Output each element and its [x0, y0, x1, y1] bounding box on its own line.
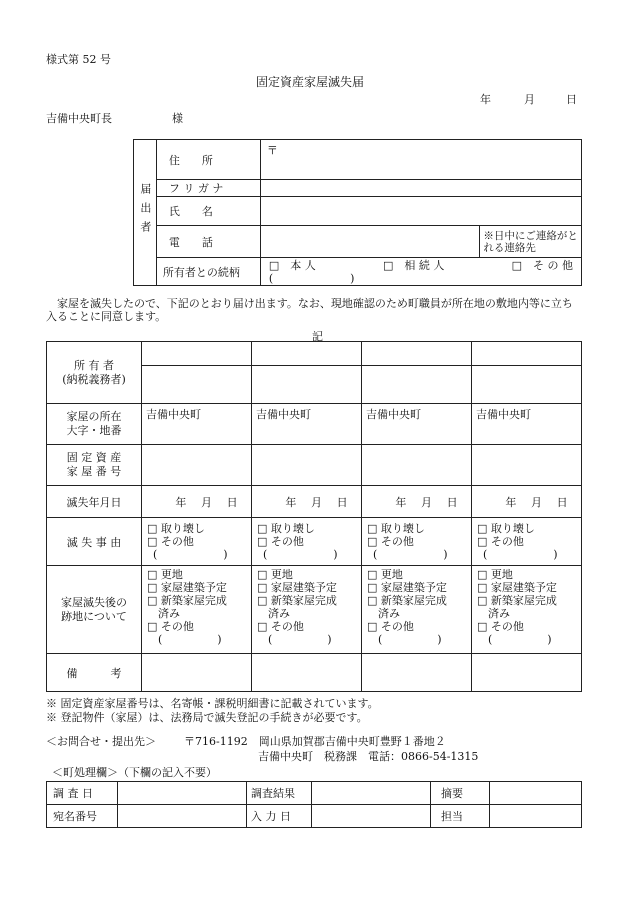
- reason-4[interactable]: □ 取り壊し □ その他 ( ): [472, 518, 582, 566]
- main-table: [46, 341, 582, 692]
- recipient-number-label: 宛名番号: [47, 805, 118, 828]
- summary-label: 摘要: [431, 782, 490, 805]
- owner-name-3[interactable]: [362, 366, 472, 404]
- date-month: 月: [524, 93, 535, 106]
- reason-label: 滅 失 事 由: [47, 518, 142, 566]
- summary-field[interactable]: [490, 782, 582, 805]
- remarks-2[interactable]: [252, 654, 362, 692]
- office-use-label: ＜町処理欄＞（下欄の記入不要）: [52, 766, 217, 779]
- form-number: 様式第 52 号: [46, 53, 111, 66]
- location-label: 家屋の所在 大字・地番: [47, 404, 142, 445]
- owner-furigana-3[interactable]: [362, 342, 472, 366]
- input-date-field[interactable]: [312, 805, 431, 828]
- name-field[interactable]: [260, 197, 581, 226]
- owner-furigana-1[interactable]: [142, 342, 252, 366]
- date-year: 年: [480, 93, 491, 106]
- loss-date-4[interactable]: 年 月 日: [472, 486, 582, 518]
- survey-date-label: 調 査 日: [47, 782, 118, 805]
- reason-3[interactable]: □ 取り壊し □ その他 ( ): [362, 518, 472, 566]
- location-3[interactable]: 吉備中央町: [362, 404, 472, 445]
- declaration-text: 家屋を滅失したので、下記のとおり届け出ます。なお、現地確認のため町職員が所在地の敷地内等に立ち入ることに同意します。: [46, 297, 573, 323]
- addressee-honorific: 様: [172, 112, 183, 125]
- relation-self-checkbox[interactable]: □ 本 人: [268, 258, 316, 272]
- after-use-4[interactable]: □ 更地 □ 家屋建築予定 □ 新築家屋完成 済み □ その他 ( ): [472, 566, 582, 654]
- relation-other-paren: ( ): [268, 271, 355, 285]
- remarks-3[interactable]: [362, 654, 472, 692]
- phone-field[interactable]: [260, 226, 479, 258]
- postal-mark: 〒: [266, 144, 278, 157]
- owner-name-2[interactable]: [252, 366, 362, 404]
- form-title: 固定資産家屋滅失届: [256, 75, 365, 89]
- furigana-field[interactable]: [260, 180, 581, 197]
- owner-furigana-4[interactable]: [472, 342, 582, 366]
- note-1: ※ 固定資産家屋番号は、名寄帳・課税明細書に記載されています。: [46, 697, 379, 710]
- reason-1[interactable]: □ 取り壊し □ その他 ( ): [142, 518, 252, 566]
- relation-label: 所有者との続柄: [156, 258, 260, 286]
- house-number-label: 固 定 資 産 家 屋 番 号: [47, 445, 142, 486]
- after-use-2[interactable]: □ 更地 □ 家屋建築予定 □ 新築家屋完成 済み □ その他 ( ): [252, 566, 362, 654]
- location-1[interactable]: 吉備中央町: [142, 404, 252, 445]
- after-use-3[interactable]: □ 更地 □ 家屋建築予定 □ 新築家屋完成 済み □ その他 ( ): [362, 566, 472, 654]
- relation-other-checkbox[interactable]: □ そ の 他: [511, 258, 573, 272]
- applicant-section: 届出者: [134, 140, 157, 286]
- owner-name-1[interactable]: [142, 366, 252, 404]
- name-label: 氏 名: [156, 197, 260, 226]
- loss-date-label: 滅失年月日: [47, 486, 142, 518]
- relation-options: [260, 258, 581, 286]
- location-4[interactable]: 吉備中央町: [472, 404, 582, 445]
- loss-date-2[interactable]: 年 月 日: [252, 486, 362, 518]
- contact-office: 吉備中央町 税務課 電話：0866-54-1315: [258, 750, 479, 763]
- office-use-table: [46, 781, 582, 828]
- after-use-label: 家屋滅失後の 跡地について: [47, 566, 142, 654]
- loss-date-3[interactable]: 年 月 日: [362, 486, 472, 518]
- input-date-label: 入 力 日: [247, 805, 312, 828]
- date-day: 日: [566, 93, 577, 106]
- house-number-2[interactable]: [252, 445, 362, 486]
- phone-note: ※日中にご連絡がとれる連絡先: [480, 226, 582, 258]
- after-use-1[interactable]: □ 更地 □ 家屋建築予定 □ 新築家屋完成 済み □ その他 ( ): [142, 566, 252, 654]
- person-label: 担当: [431, 805, 490, 828]
- remarks-label: 備 考: [47, 654, 142, 692]
- relation-heir-checkbox[interactable]: □ 相 続 人: [382, 258, 445, 272]
- addressee-name: 吉備中央町長: [46, 112, 112, 125]
- reason-2[interactable]: □ 取り壊し □ その他 ( ): [252, 518, 362, 566]
- house-number-1[interactable]: [142, 445, 252, 486]
- applicant-table: [133, 139, 582, 286]
- address-label: 住 所: [156, 140, 260, 180]
- owner-furigana-2[interactable]: [252, 342, 362, 366]
- contact-address: 〒716-1192 岡山県加賀郡吉備中央町豊野１番地２: [184, 735, 446, 748]
- remarks-4[interactable]: [472, 654, 582, 692]
- loss-date-1[interactable]: 年 月 日: [142, 486, 252, 518]
- person-field[interactable]: [490, 805, 582, 828]
- contact-label: ＜お問合せ・提出先＞: [46, 735, 156, 748]
- ki-mark: 記: [312, 330, 323, 343]
- owner-name-4[interactable]: [472, 366, 582, 404]
- survey-date-field[interactable]: [118, 782, 247, 805]
- house-number-4[interactable]: [472, 445, 582, 486]
- recipient-number-field[interactable]: [118, 805, 247, 828]
- note-2: ※ 登記物件（家屋）は、法務局で滅失登記の手続きが必要です。: [46, 711, 368, 724]
- furigana-label: フ リ ガ ナ: [156, 180, 260, 197]
- address-field[interactable]: [260, 140, 581, 180]
- survey-result-label: 調査結果: [247, 782, 312, 805]
- phone-label: 電 話: [156, 226, 260, 258]
- survey-result-field[interactable]: [312, 782, 431, 805]
- owner-label: 所 有 者 (納税義務者): [47, 342, 142, 404]
- location-2[interactable]: 吉備中央町: [252, 404, 362, 445]
- house-number-3[interactable]: [362, 445, 472, 486]
- remarks-1[interactable]: [142, 654, 252, 692]
